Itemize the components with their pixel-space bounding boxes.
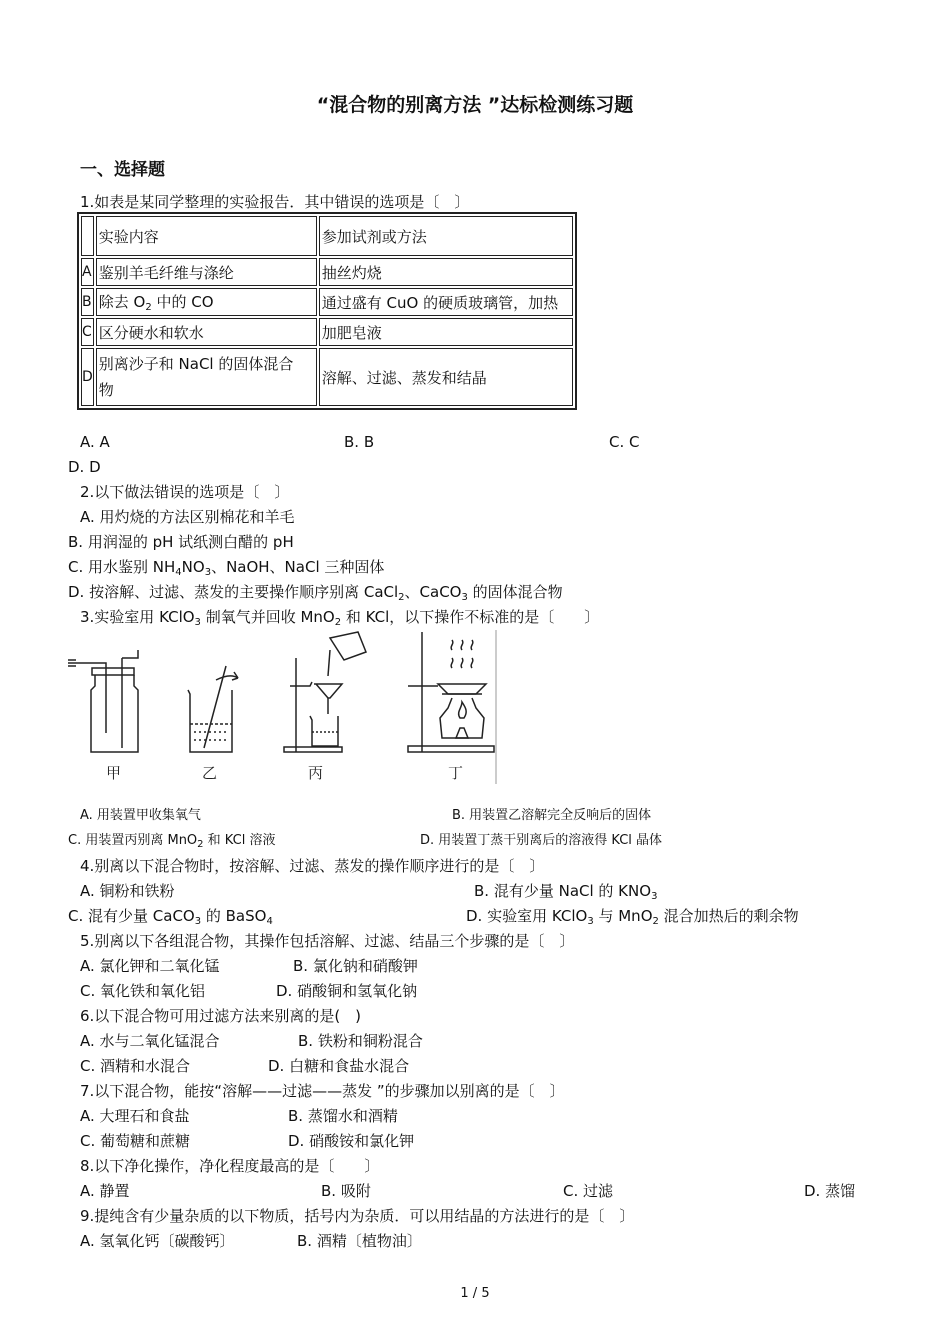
row-content: 除去 $O_2$ 中的 CO: [96, 288, 317, 316]
q7-stem: 7.以下混合物，能按“溶解——过滤——蒸发 ”的步骤加以别离的是〔 〕: [80, 1082, 565, 1100]
q5-option-a: A. 氯化钾和二氧化锰: [80, 957, 220, 975]
q8-option-b: B. 吸附: [321, 1182, 371, 1200]
apparatus-figure: [66, 628, 506, 790]
row-content: 别离沙子和 NaCl 的固体混合 物: [96, 348, 317, 406]
row-method: 通过盛有 CuO 的硬质玻璃管，加热: [319, 288, 573, 316]
q4-stem: 4.别离以下混合物时，按溶解、过滤、蒸发的操作顺序进行的是〔 〕: [80, 857, 545, 875]
row-label: C: [81, 318, 94, 346]
q9-option-a: A. 氢氧化钙〔碳酸钙〕: [80, 1232, 235, 1250]
q7-option-d: D. 硝酸铵和氯化钾: [288, 1132, 415, 1150]
q4-option-a: A. 铜粉和铁粉: [80, 882, 175, 900]
row-method: 溶解、过滤、蒸发和结晶: [319, 348, 573, 406]
q2-option-d: D. 按溶解、过滤、蒸发的主要操作顺序别离 CaCl$_2$、CaCO$_3$ 的固体混合物: [68, 583, 563, 603]
table-header-row: [81, 216, 573, 256]
beaker-stirring-apparatus: [188, 666, 238, 752]
q3-option-d: D. 用装置丁蒸干别离后的溶液得 KCl 晶体: [420, 833, 663, 848]
q5-option-c: C. 氧化铁和氧化铝: [80, 982, 206, 1000]
q9-option-b: B. 酒精〔植物油〕: [297, 1232, 422, 1250]
q6-option-c: C. 酒精和水混合: [80, 1057, 191, 1075]
q2-option-b: B. 用润湿的 pH 试纸测白醋的 pH: [68, 533, 294, 551]
table-row: [81, 348, 573, 406]
q2-stem: 2.以下做法错误的选项是〔 〕: [80, 483, 290, 501]
q5-option-b: B. 氯化钠和硝酸钾: [293, 957, 418, 975]
q8-stem: 8.以下净化操作，净化程度最高的是〔 〕: [80, 1157, 380, 1175]
page-title: “混合物的别离方法 ”达标检测练习题: [316, 94, 634, 116]
q5-option-d: D. 硝酸铜和氢氧化钠: [276, 982, 418, 1000]
q4-option-b: B. 混有少量 NaCl 的 $KNO_3$: [474, 882, 658, 902]
q7-option-c: C. 葡萄糖和蔗糖: [80, 1132, 191, 1150]
row-method: 抽丝灼烧: [319, 258, 573, 286]
filtration-apparatus: [284, 632, 366, 752]
q7-option-b: B. 蒸馏水和酒精: [288, 1107, 398, 1125]
row-label: A: [81, 258, 94, 286]
q8-option-a: A. 静置: [80, 1182, 130, 1200]
table-row: [81, 318, 573, 346]
q3-stem: 3.实验室用 KClO$_3$ 制氧气并回收 MnO$_2$ 和 KCl，以下操作不标准的是〔 〕: [80, 608, 600, 628]
evaporation-apparatus: [408, 630, 496, 784]
q2-option-a: A. 用灼烧的方法区别棉花和羊毛: [80, 508, 295, 526]
q1-option-c: C. C: [609, 433, 640, 451]
label-bing: 丙: [308, 764, 324, 782]
q3-option-b: B. 用装置乙溶解完全反响后的固体: [452, 808, 652, 823]
q1-option-d: D. D: [68, 458, 101, 476]
header-method: 参加试剂或方法: [319, 216, 573, 256]
q8-option-d: D. 蒸馏: [804, 1182, 856, 1200]
row-method: 加肥皂液: [319, 318, 573, 346]
q6-option-b: B. 铁粉和铜粉混合: [298, 1032, 423, 1050]
q1-option-a: A. A: [80, 433, 110, 451]
q7-option-a: A. 大理石和食盐: [80, 1107, 190, 1125]
experiment-report-table: [77, 212, 577, 410]
gas-bottle-apparatus: [68, 650, 138, 752]
page-number: 1 / 5: [460, 1286, 490, 1301]
q6-stem: 6.以下混合物可用过滤方法来别离的是( ): [80, 1007, 362, 1025]
q9-stem: 9.提纯含有少量杂质的以下物质，括号内为杂质．可以用结晶的方法进行的是〔 〕: [80, 1207, 635, 1225]
header-content: 实验内容: [96, 216, 317, 256]
q3-option-c: C. 用装置丙别离 MnO$_2$ 和 KCl 溶液: [68, 833, 276, 850]
label-jia: 甲: [106, 764, 122, 782]
q5-stem: 5.别离以下各组混合物，其操作包括溶解、过滤、结晶三个步骤的是〔 〕: [80, 932, 575, 950]
label-ding: 丁: [448, 764, 464, 782]
q6-option-d: D. 白糖和食盐水混合: [268, 1057, 410, 1075]
table-row: [81, 288, 573, 316]
label-yi: 乙: [202, 764, 218, 782]
row-label: D: [81, 348, 94, 406]
q3-option-a: A. 用装置甲收集氧气: [80, 808, 201, 823]
table-row: [81, 258, 573, 286]
q8-option-c: C. 过滤: [563, 1182, 614, 1200]
row-content: 区分硬水和软水: [96, 318, 317, 346]
q4-option-d: D. 实验室用 KClO$_3$ 与 MnO$_2$ 混合加热后的剩余物: [466, 907, 799, 927]
q4-option-c: C. 混有少量 CaCO$_3$ 的 BaSO$_4$: [68, 907, 273, 927]
q1-option-b: B. B: [344, 433, 375, 451]
q1-stem: 1.如表是某同学整理的实验报告．其中错误的选项是〔 〕: [80, 193, 470, 211]
section-heading: 一、选择题: [80, 160, 165, 180]
q6-option-a: A. 水与二氧化锰混合: [80, 1032, 220, 1050]
row-content: 鉴别羊毛纤维与涤纶: [96, 258, 317, 286]
q2-option-c: C. 用水鉴别 $NH_4NO_3$、NaOH、NaCl 三种固体: [68, 558, 385, 578]
row-label: B: [81, 288, 94, 316]
